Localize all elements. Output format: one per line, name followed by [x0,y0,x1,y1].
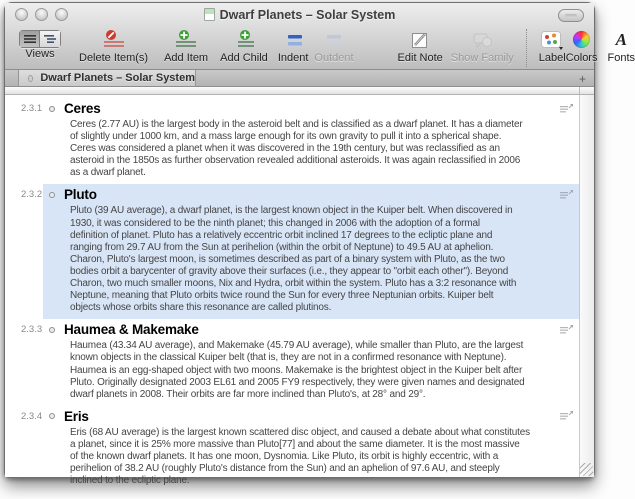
add-child-button[interactable] [220,27,268,64]
show-family-label: Show Family [450,52,514,64]
outline-section-eris[interactable] [5,406,579,492]
row-handle-icon[interactable] [49,327,55,333]
fonts-button[interactable] [607,27,635,64]
outline-section-haumea-makemake[interactable] [5,319,579,405]
fonts-a-icon: A [615,29,627,49]
outline-section-ceres[interactable] [5,98,579,184]
note-indicator-icon[interactable] [560,411,573,421]
show-family-icon [470,29,494,51]
outdent-label: Outdent [314,52,354,64]
outline-section-pluto[interactable] [5,184,579,319]
section-number: 2.3.2 [21,189,43,201]
toolbar-toggle-pill[interactable] [558,9,584,22]
add-item-icon [174,29,198,51]
edit-note-icon [409,29,431,51]
minimize-button[interactable] [35,8,48,21]
section-note[interactable]: Eris (68 AU average) is the largest known scattered disc object, and caused a debate about what constitutes a planet, since it is 25% more massive than Pluto[77] and about the same diameter. It is the most massive of the known dwarf planets. It has one moon, Dysnomia. Like Pluto, its orbit is highly eccentric, with a perihelion of 38.2 AU (roughly Pluto's distance from the Sun) and an aphelion of 97.6 AU, and steeply inclined to the ecliptic plane. [70,426,530,487]
section-body[interactable] [43,98,579,184]
section-body[interactable] [43,319,579,405]
views-label: Views [25,48,55,60]
section-title-row[interactable] [43,408,579,425]
row-handle-icon[interactable] [49,413,55,419]
outdent-icon [323,29,345,51]
section-note[interactable]: Haumea (43.34 AU average), and Makemake (45.79 AU average), while smaller than Pluto, are the largest known objects in the classical Kuiper belt (that is, they are not in a confirmed resonance with Neptune). Haumea is an egg-shaped object with two moons. Makemake is the brightest object in the Kuiper belt after Pluto. Originally designated 2003 EL61 and 2005 FY9 respectively, they were given names and designated dwarf planets in 2008. Their orbits are far more inclined than Pluto's, at 28° and 29°. [70,340,525,400]
section-title[interactable]: Pluto [64,187,97,203]
section-title[interactable]: Eris [64,408,89,424]
toolbar [5,26,635,70]
row-handle-icon[interactable] [49,106,55,112]
section-number: 2.3.4 [21,410,43,422]
fonts-label: Fonts [607,52,635,64]
row-handle-icon[interactable] [49,192,55,198]
show-family-button[interactable] [451,27,514,64]
label-icon [539,29,565,51]
tab-bar [5,70,594,87]
delete-item-label: Delete Item(s) [79,52,149,64]
add-item-button[interactable] [164,27,208,64]
section-note[interactable]: Ceres (2.77 AU) is the largest body in the asteroid belt and is classified as a dwarf planet. It has a diameter of slightly under 1000 km, and a mass large enough for its own gravity to pull it into a spherical shape. Ceres was considered a planet when it was discovered in the 19th century, but was reclassified as an asteroid in the 1850s as further observation revealed additional asteroids. It was again reclassified in 2006 as a dwarf planet. [70,119,523,179]
vertical-scrollbar[interactable] [579,95,594,477]
tab-dwarf-planets[interactable] [18,70,196,86]
add-tab-button[interactable]: + [578,71,586,86]
section-title-row[interactable] [43,321,579,338]
section-body[interactable] [43,406,579,492]
document-icon [204,8,215,21]
indent-label: Indent [277,52,309,64]
column-header-scroll-cell [579,87,594,94]
window-controls [15,8,68,21]
note-indicator-icon[interactable] [560,104,573,114]
outline-view-icon[interactable] [40,31,60,47]
add-item-label: Add Item [164,52,209,64]
column-header [5,87,594,95]
title-bar[interactable] [5,3,594,26]
section-body[interactable] [43,184,579,319]
window-chrome [5,3,635,70]
colors-button[interactable] [566,27,598,64]
edit-note-label: Edit Note [397,52,443,64]
section-number: 2.3.3 [21,324,43,336]
section-title[interactable]: Ceres [64,101,101,116]
section-title-row[interactable] [43,186,579,203]
delete-item-button[interactable] [79,27,148,64]
indent-button[interactable] [278,27,309,64]
indent-icon [282,29,304,51]
outdent-button[interactable] [314,27,353,64]
toolbar-separator [526,29,527,67]
resize-grip[interactable] [580,463,593,476]
app-window [4,2,635,487]
tab-status-icon [28,75,33,82]
window-title: Dwarf Planets – Solar System [219,7,396,22]
section-number: 2.3.1 [21,103,43,114]
delete-item-icon [102,29,126,51]
zoom-button[interactable] [55,8,68,21]
note-indicator-icon[interactable] [560,325,573,335]
colors-label: Colors [565,52,598,64]
views-segmented-control[interactable] [19,30,61,48]
colors-wheel-icon [573,31,590,48]
list-view-icon[interactable] [20,31,40,47]
views-control[interactable] [19,27,61,60]
label-label: Label [538,52,566,64]
outline-content [5,95,594,487]
label-button[interactable] [539,27,566,64]
section-title-row[interactable] [43,100,579,117]
tab-label: Dwarf Planets – Solar System [40,72,195,84]
edit-note-button[interactable] [398,27,443,64]
section-title[interactable]: Haumea & Makemake [64,322,199,338]
column-header-main[interactable] [5,87,579,94]
add-child-label: Add Child [220,52,268,64]
add-child-icon [232,29,256,51]
outline-rows [5,95,579,487]
section-note[interactable]: Pluto (39 AU average), a dwarf planet, is the largest known object in the Kuiper belt. When discovered in 1930, it was considered to be the ninth planet; this changed in 2006 with the adoption of a formal definition of planet. Pluto has a relatively eccentric orbit inclined 17 degrees to the ecliptic plane and ranging from 29.7 AU from the Sun at perihelion (within the orbit of Neptune) to 49.5 AU at aphelion. Charon, Pluto's largest moon, is sometimes described as part of a binary system with Pluto, as the two bodies orbit a barycenter of gravity above their surfaces (i.e., they appear to "orbit each other"). Beyond Charon, two much smaller moons, Nix and Hydra, orbit within the system. Pluto has a 3:2 resonance with Neptune, meaning that Pluto orbits twice round the Sun for every three Neptunian orbits. Kuiper belt objects whose orbits share this resonance are called plutinos. [70,205,517,314]
close-button[interactable] [15,8,28,21]
note-indicator-icon[interactable] [560,190,573,200]
window-title-group [204,8,396,22]
